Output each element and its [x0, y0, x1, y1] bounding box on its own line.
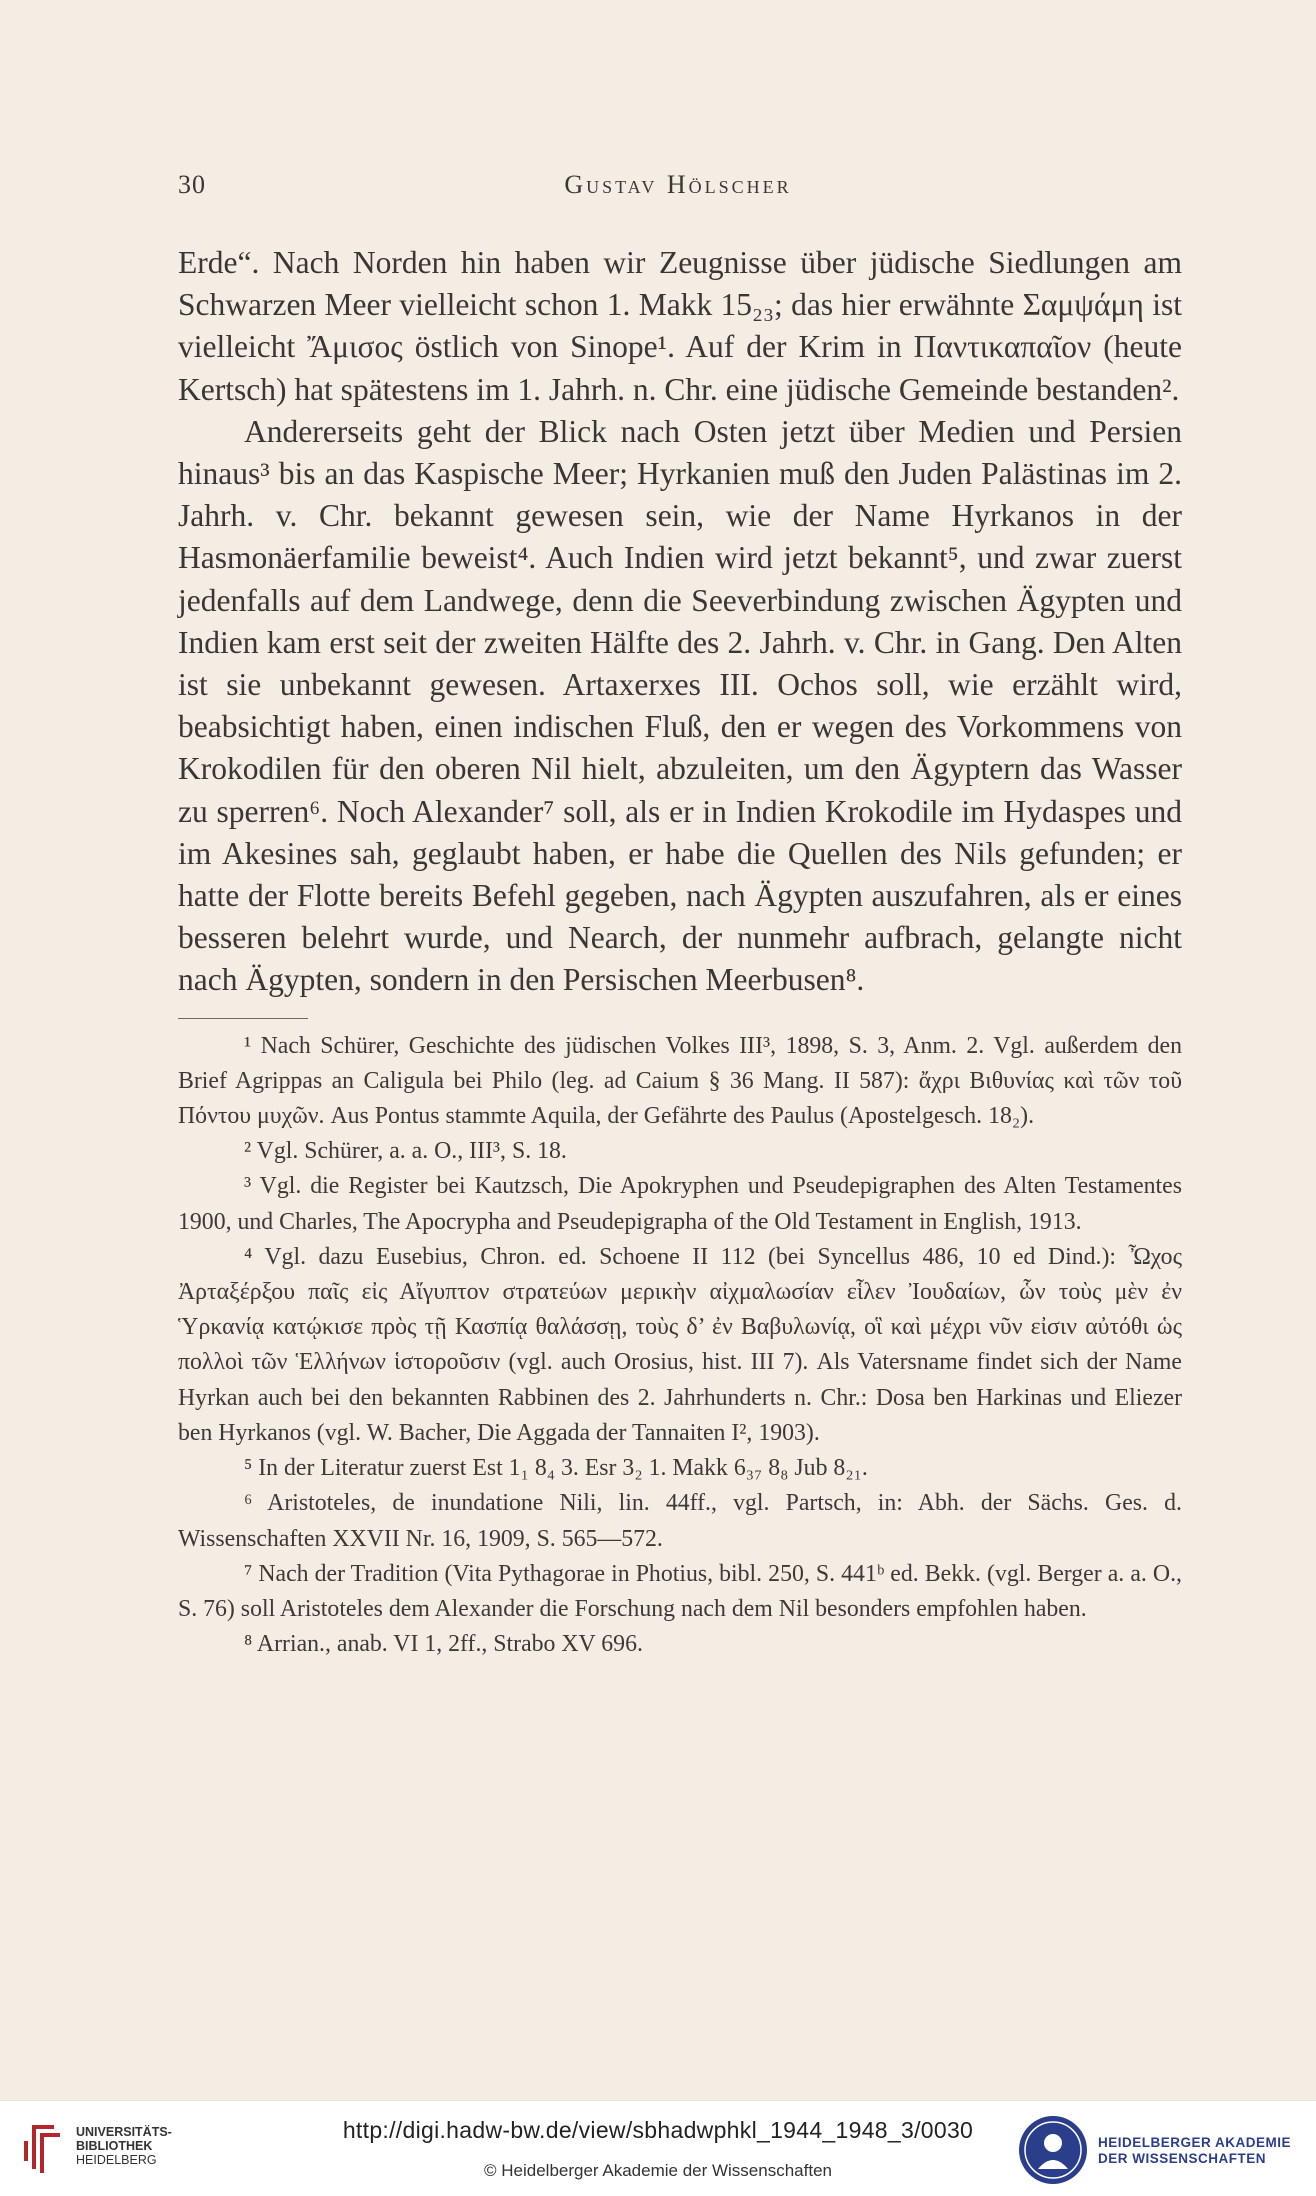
- footnote: ¹ Nach Schürer, Geschichte des jüdischen Volkes III³, 1898, S. 3, Anm. 2. Vgl. außerdem den Brief Agrippas an Caligula bei Philo (leg. ad Caium § 36 Mang. II 587): ἄχρι Βιθυνίας καὶ τῶν τοῦ Πόντου μυχῶν. Aus Pontus stammte Aquila, der Gefährte des Paulus (Apostelgesch. 18₂).: [178, 1032, 1182, 1130]
- document-url-link[interactable]: http://digi.hadw-bw.de/view/sbhadwphkl_1944_1948_3/0030: [342, 2117, 974, 2143]
- footnote: ⁷ Nach der Tradition (Vita Pythagorae in Photius, bibl. 250, S. 441ᵇ ed. Bekk. (vgl. Berger a. a. O., S. 76) soll Aristoteles dem Alexander die Forschung nach dem Nil besonders empfohlen haben.: [178, 1560, 1182, 1622]
- footnote: ⁴ Vgl. dazu Eusebius, Chron. ed. Schoene II 112 (bei Syncellus 486, 10 ed Dind.): Ὦχος Ἀρταξέρξου παῖς εἰς Αἴγυπτον στρατεύων μερικὴν αἰχμαλωσίαν εἷλεν Ἰουδαίων, ὧν τοὺς μὲν ἐν Ὑρκανίᾳ κατῴκισε πρὸς τῇ Κασπίᾳ θαλάσσῃ, τοὺς δ’ ἐν Βαβυλωνίᾳ, οἳ καὶ μέχρι νῦν εἰσιν αὐτόθι ὡς πολλοὶ τῶν Ἑλλήνων ἱστοροῦσιν (vgl. auch Orosius, hist. III 7). Als Vatersname findet sich der Name Hyrkan auch bei den bekannten Rabbinen des 2. Jahrhunderts n. Chr.: Dosa ben Harkinas und Eliezer ben Hyrkanos (vgl. W. Bacher, Die Aggada der Tannaiten I², 1903).: [178, 1243, 1182, 1446]
- footnote: ⁶ Aristoteles, de inundatione Nili, lin. 44ff., vgl. Partsch, in: Abh. der Sächs. Ges. d. Wissenschaften XXVII Nr. 16, 1909, S. 565—572.: [178, 1490, 1182, 1552]
- academy-name-line: DER WISSENSCHAFTEN: [1098, 2151, 1267, 2166]
- main-text: [178, 242, 1182, 1002]
- footnote: ² Vgl. Schürer, a. a. O., III³, S. 18.: [244, 1138, 567, 1165]
- paragraph: Erde“. Nach Norden hin haben wir Zeugnisse über jüdische Siedlungen am Schwarzen Meer vielleicht schon 1. Makk 15₂₃; das hier erwähnte Σαμψάμη ist vielleicht Ἄμισος östlich von Sinope¹. Auf der Krim in Παντικαπαῖον (heute Kertsch) hat spätestens im 1. Jahrh. n. Chr. eine jüdische Gemeinde bestanden².: [178, 245, 1182, 407]
- footnote: ⁸ Arrian., anab. VI 1, 2ff., Strabo XV 696.: [244, 1631, 643, 1658]
- copyright-notice: © Heidelberger Akademie der Wissenschaften: [484, 2161, 832, 2180]
- library-name-line: HEIDELBERG: [76, 2153, 157, 2167]
- viewer-footer: [0, 2100, 1316, 2196]
- academy-seal-logo[interactable]: [1016, 2113, 1090, 2187]
- library-name-line: BIBLIOTHEK: [76, 2139, 153, 2153]
- running-title: Gustav Hölscher: [564, 170, 792, 199]
- page-number: 30: [178, 170, 206, 199]
- academy-name-line: HEIDELBERGER AKADEMIE: [1098, 2135, 1292, 2150]
- footnote-rule: [178, 1018, 308, 1019]
- footnote: ³ Vgl. die Register bei Kautzsch, Die Apokryphen und Pseudepigraphen des Alten Testamentes 1900, und Charles, The Apocrypha and Pseudepigrapha of the Old Testament in English, 1913.: [178, 1173, 1182, 1235]
- academy-name: [1098, 2135, 1291, 2167]
- page-body: [178, 242, 1182, 1662]
- footnotes: [178, 1029, 1182, 1663]
- footnote: ⁵ In der Literatur zuerst Est 1₁ 8₄ 3. Esr 3₂ 1. Makk 6₃₇ 8₈ Jub 8₂₁.: [244, 1455, 868, 1482]
- library-name-line: UNIVERSITÄTS-: [76, 2125, 172, 2139]
- paragraph: Andererseits geht der Blick nach Osten jetzt über Medien und Persien hinaus³ bis an das Kaspische Meer; Hyrkanien muß den Juden Palästinas im 2. Jahrh. v. Chr. bekannt gewesen sein, wie der Name Hyrkanos in der Hasmonäerfamilie beweist⁴. Auch Indien wird jetzt bekannt⁵, und zwar zuerst jedenfalls auf dem Landwege, denn die Seeverbindung zwischen Ägypten und Indien kam erst seit der zweiten Hälfte des 2. Jahrh. v. Chr. in Gang. Den Alten ist sie unbekannt gewesen. Artaxerxes III. Ochos soll, wie erzählt wird, beabsichtigt haben, einen indischen Fluß, den er wegen des Vorkommens von Krokodilen für den oberen Nil hielt, abzuleiten, um den Ägyptern das Wasser zu sperren⁶. Noch Alexander⁷ soll, als er in Indien Krokodile im Hydaspes und im Akesines sah, geglaubt haben, er habe die Quellen des Nils gefunden; er hatte der Flotte bereits Befehl gegeben, nach Ägypten auszufahren, als er eines besseren belehrt wurde, und Nearch, der nunmehr aufbrach, gelangte nicht nach Ägypten, sondern in den Persischen Meerbusen⁸.: [178, 413, 1182, 998]
- page-header: [178, 170, 1178, 210]
